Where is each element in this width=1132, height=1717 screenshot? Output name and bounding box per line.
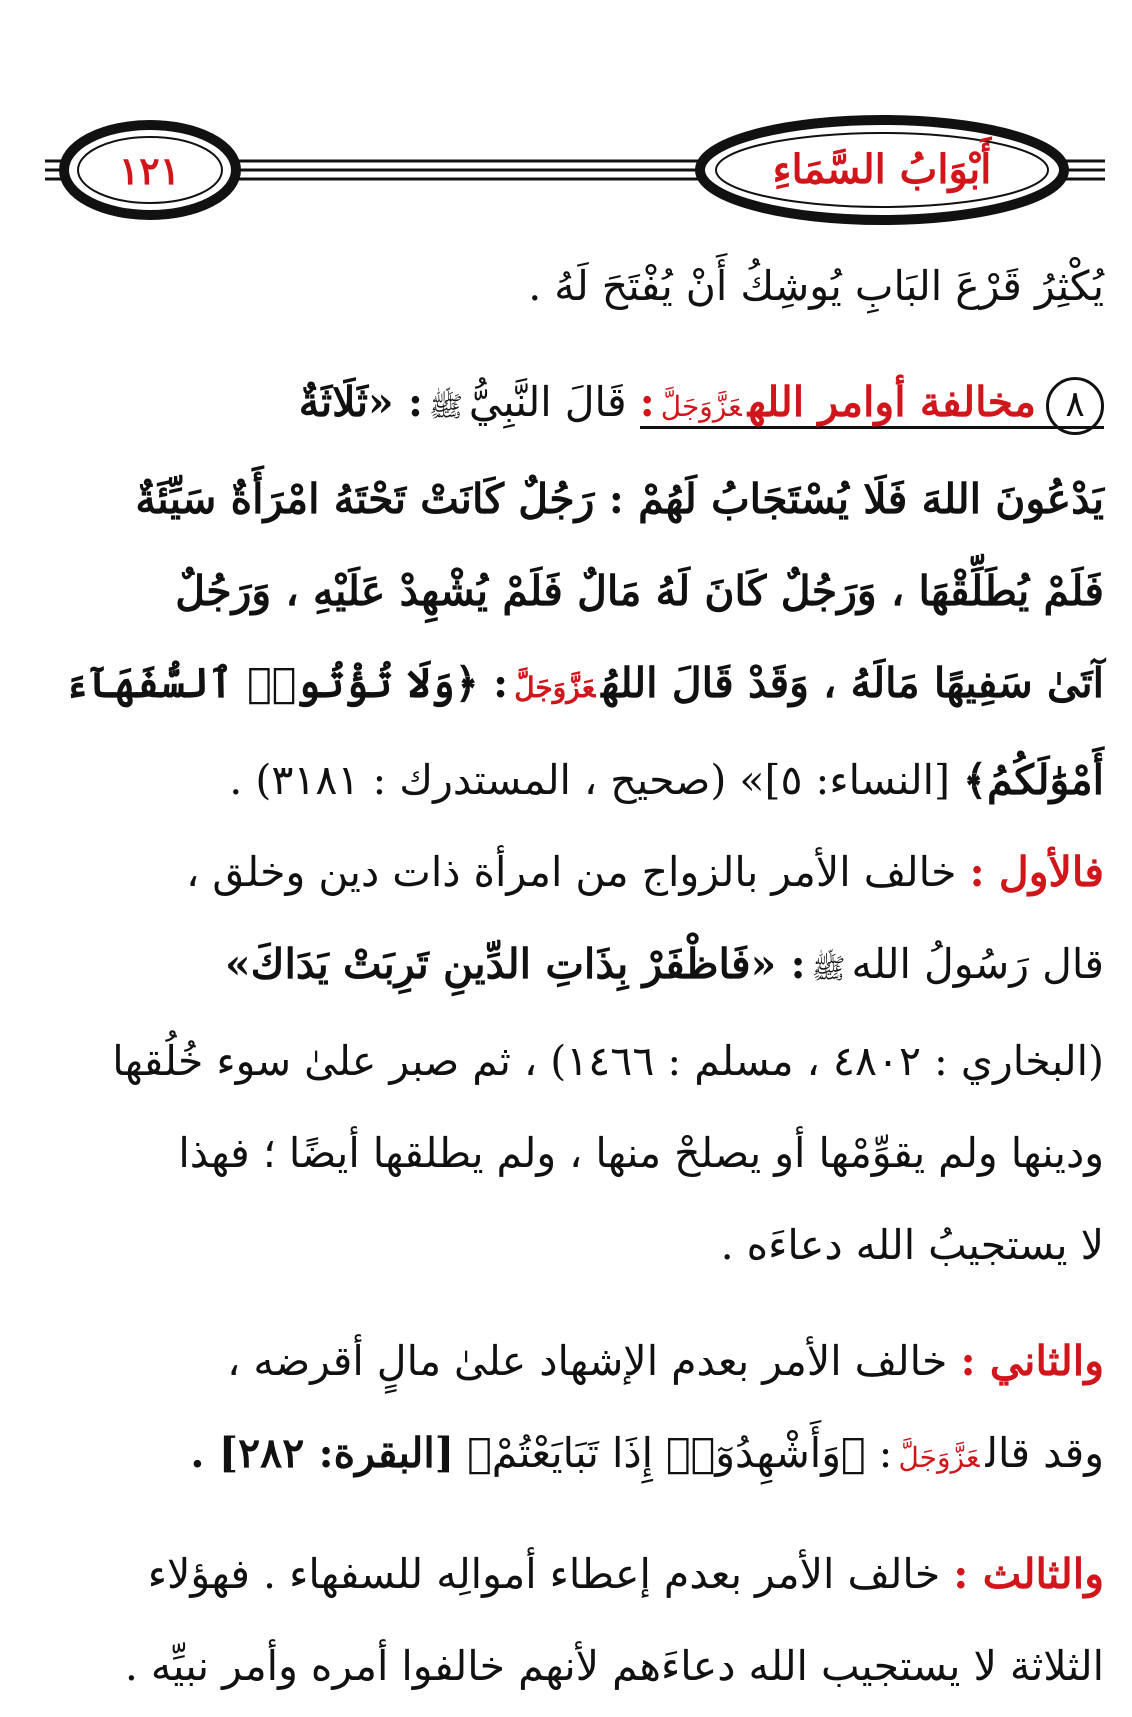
salawat-glyph: ﷺ [811,952,846,985]
quran-verse-start: : ﴿وَلَا تُؤْتُوا۟ ٱلسُّفَهَآءَ [64,659,509,707]
commentary-text: خالف الأمر بالزواج من امرأة ذات دين وخلق ، [186,848,957,896]
quran-verse-end: أَمْوَٰلَكُمُ﴾ [963,756,1104,804]
hadith-line [44,545,1104,637]
hadith-quote: : «فَاظْفَرْ بِذَاتِ الدِّينِ تَرِبَتْ يَدَاكَ» [225,940,806,988]
honorific-glyph: عَزَّوَجَلَّ [514,671,596,704]
hadith-line [44,734,1104,826]
page-header [0,0,1132,230]
commentary-line [44,1015,1104,1107]
page-body [44,240,1104,1712]
commentary-text: (البخاري : ٤٨٠٢ ، مسلم : ١٤٦٦) ، ثم صبر علىٰ سوء خُلُقها [112,1037,1104,1085]
section-heading-line [44,356,1104,453]
commentary-text: ودينها ولم يقوِّمْها أو يصلحْ منها ، ولم يطلقها أيضًا ؛ فهذا [178,1129,1104,1177]
section-heading-text: مخالفة أوامر الله [747,378,1036,426]
honorific-glyph: عَزَّوَجَلَّ [660,390,742,423]
section-heading [640,378,1104,429]
heading-colon: : [639,378,655,426]
section-number-badge: ٨ [1046,377,1104,435]
citation: [البقرة: ٢٨٢] . [190,1429,455,1477]
hadith-line [44,453,1104,545]
commentary-line [44,1620,1104,1712]
commentary-text: قال رَسُولُ الله [851,940,1104,988]
text-line [44,240,1104,332]
first-label: فالأول : [969,848,1104,896]
quran-verse: : ﴿وَأَشْهِدُوٓا۟ إِذَا تَبَايَعْتُمْ﴾ [467,1429,893,1477]
commentary-line [44,1107,1104,1199]
commentary-text: لا يستجيبُ الله دعاءَه . [720,1221,1104,1269]
commentary-text: خالف الأمر بعدم الإشهاد علىٰ مالٍ أقرضه ، [227,1337,948,1385]
hadith-text: يَدْعُونَ اللهَ فَلَا يُسْتَجَابُ لَهُمْ : رَجُلٌ كَانَتْ تَحْتَهُ امْرَأَةٌ سَيِّئَةٌ [135,475,1104,523]
salawat-glyph: ﷺ [429,390,463,423]
honorific-glyph: عَزَّوَجَلَّ [898,1441,980,1474]
commentary-line [44,826,1104,918]
commentary-text: الثلاثة لا يستجيب الله دعاءَهم لأنهم خالفوا أمره وأمر نبيِّه . [124,1642,1104,1690]
citation: [النساء: ٥]» (صحيح ، المستدرك : ٣١٨١) . [229,756,950,804]
commentary-line [44,1528,1104,1620]
hadith-text: فَلَمْ يُطَلِّقْهَا ، وَرَجُلٌ كَانَ لَهُ مَالٌ فَلَمْ يُشْهِدْ عَلَيْهِ ، وَرَجُلٌ [175,567,1104,615]
hadith-line [44,637,1104,734]
page-number: ١٢١ [118,148,181,193]
commentary-line [44,1407,1104,1504]
commentary-line [44,1199,1104,1291]
commentary-line [44,918,1104,1015]
hadith-start: : «ثَلَاثَةٌ [298,378,424,426]
book-title: أَبْوَابُ السَّمَاءِ [772,146,992,193]
commentary-line [44,1315,1104,1407]
hadith-intro: قَالَ النَّبِيُّ [468,378,627,426]
second-label: والثاني : [960,1337,1104,1385]
sentence: يُكْثِرُ قَرْعَ البَابِ يُوشِكُ أَنْ يُفْتَحَ لَهُ . [528,262,1104,310]
third-label: والثالث : [953,1550,1104,1598]
hadith-text: آتَىٰ سَفِيهًا مَالَهُ ، وَقَدْ قَالَ اللهُ [601,659,1104,707]
commentary-text: خالف الأمر بعدم إعطاء أموالِه للسفهاء . فهؤلاء [147,1550,941,1598]
commentary-text: وقد قال [985,1429,1104,1477]
